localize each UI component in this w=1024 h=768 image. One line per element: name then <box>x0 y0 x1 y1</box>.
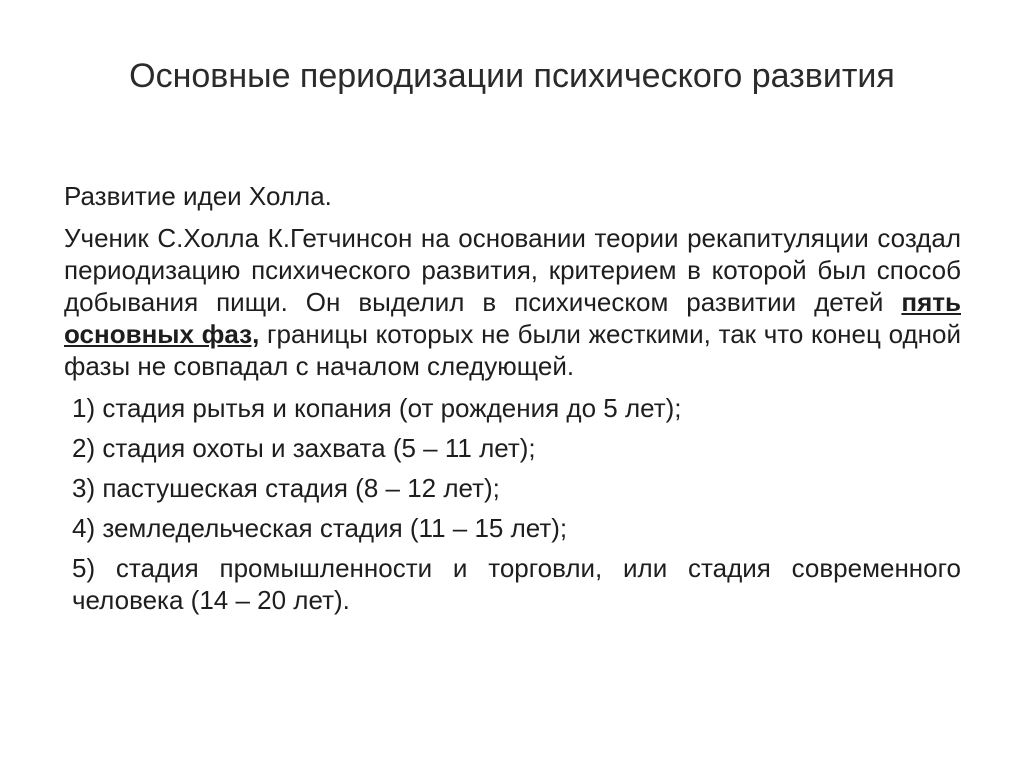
stage-item-5: 5) стадия промышленности и торговли, или стадия современного человека (14 – 20 лет). <box>72 553 961 615</box>
intro-paragraph: Развитие идеи Холла. <box>64 181 332 211</box>
description-text-start: Ученик С.Холла К.Гетчинсон на основании теории рекапитуляции создал периодизацию психического развития, критерием в которой был способ добывания пищи. Он выделил в психическом развитии детей <box>64 223 961 317</box>
stage-item-3: 3) пастушеская стадия (8 – 12 лет); <box>72 473 500 503</box>
emphasized-phrase: пять основных фаз, <box>64 287 961 349</box>
slide-body <box>64 180 961 624</box>
description-text-end: границы которых не были жесткими, так что конец одной фазы не совпадал с началом следующей. <box>64 319 962 381</box>
stage-item-4: 4) земледельческая стадия (11 – 15 лет); <box>72 513 568 543</box>
description-paragraph <box>64 222 961 382</box>
slide-title: Основные периодизации психического развития <box>129 57 895 95</box>
stage-item-2: 2) стадия охоты и захвата (5 – 11 лет); <box>72 433 536 463</box>
stage-item-1: 1) стадия рытья и копания (от рождения до 5 лет); <box>72 393 682 423</box>
